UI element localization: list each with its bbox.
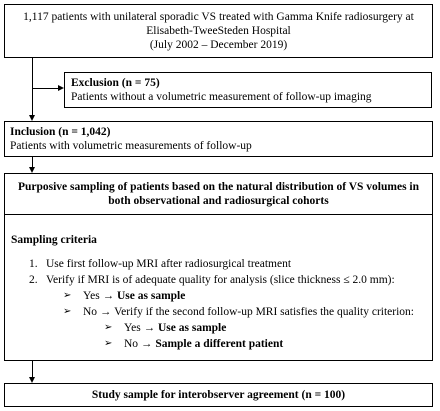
criterion-1-number: 1. (29, 258, 38, 270)
no-branch-2 (124, 337, 283, 351)
criterion-1-text: Use first follow-up MRI after radiosurgical treatment (46, 258, 292, 270)
inclusion-box (4, 121, 433, 157)
criterion-2-text: Verify if MRI is of adequate quality for analysis (slice thickness ≤ 2.0 mm): (46, 274, 395, 286)
study-sample-text: Study sample for interobserver agreement (n = 100) (91, 389, 346, 401)
sampling-heading-line-1: Purposive sampling of patients based on the natural distribution of VS volumes in (17, 181, 420, 193)
yes-branch-2 (124, 321, 226, 335)
chevron-arrow-bullet-icon: ➢ (63, 290, 72, 301)
criterion-2-number: 2. (29, 274, 38, 286)
exclusion-box (64, 72, 432, 108)
no-branch-2-outcome: Sample a different patient (155, 338, 284, 350)
yes-branch-1-outcome: Use as sample (116, 290, 186, 302)
exclusion-title: Exclusion (n = 75) (71, 77, 160, 89)
source-line-2: Elisabeth-TweeSteden Hospital (146, 25, 291, 37)
study-sample-box (4, 383, 433, 407)
criteria-title: Sampling criteria (11, 234, 97, 246)
connector-exclusion (32, 88, 60, 89)
yes-branch-1-prefix: Yes → (83, 290, 117, 302)
chevron-arrow-bullet-icon: ➢ (63, 306, 72, 317)
source-population-box (4, 4, 433, 58)
yes-branch-2-prefix: Yes → (124, 322, 158, 334)
chevron-arrow-bullet-icon: ➢ (104, 338, 113, 349)
yes-branch-1 (83, 289, 185, 303)
sampling-heading-box (4, 173, 433, 215)
source-line-1: 1,117 patients with unilateral sporadic VS treated with Gamma Knife radiosurgery at (23, 11, 414, 23)
no-branch-1: No → Verify if the second follow-up MRI satisfies the quality criterion: (83, 306, 414, 318)
sampling-heading-line-2: both observational and radiosurgical cohorts (108, 195, 329, 207)
inclusion-title: Inclusion (n = 1,042) (10, 126, 111, 138)
source-line-3: (July 2002 – December 2019) (149, 39, 288, 51)
sampling-criteria-box (4, 214, 433, 361)
exclusion-text: Patients without a volumetric measurement of follow-up imaging (71, 91, 372, 103)
no-branch-2-prefix: No → (124, 338, 156, 350)
chevron-arrow-bullet-icon: ➢ (104, 322, 113, 333)
inclusion-text: Patients with volumetric measurements of follow-up (10, 140, 252, 152)
yes-branch-2-outcome: Use as sample (157, 322, 227, 334)
